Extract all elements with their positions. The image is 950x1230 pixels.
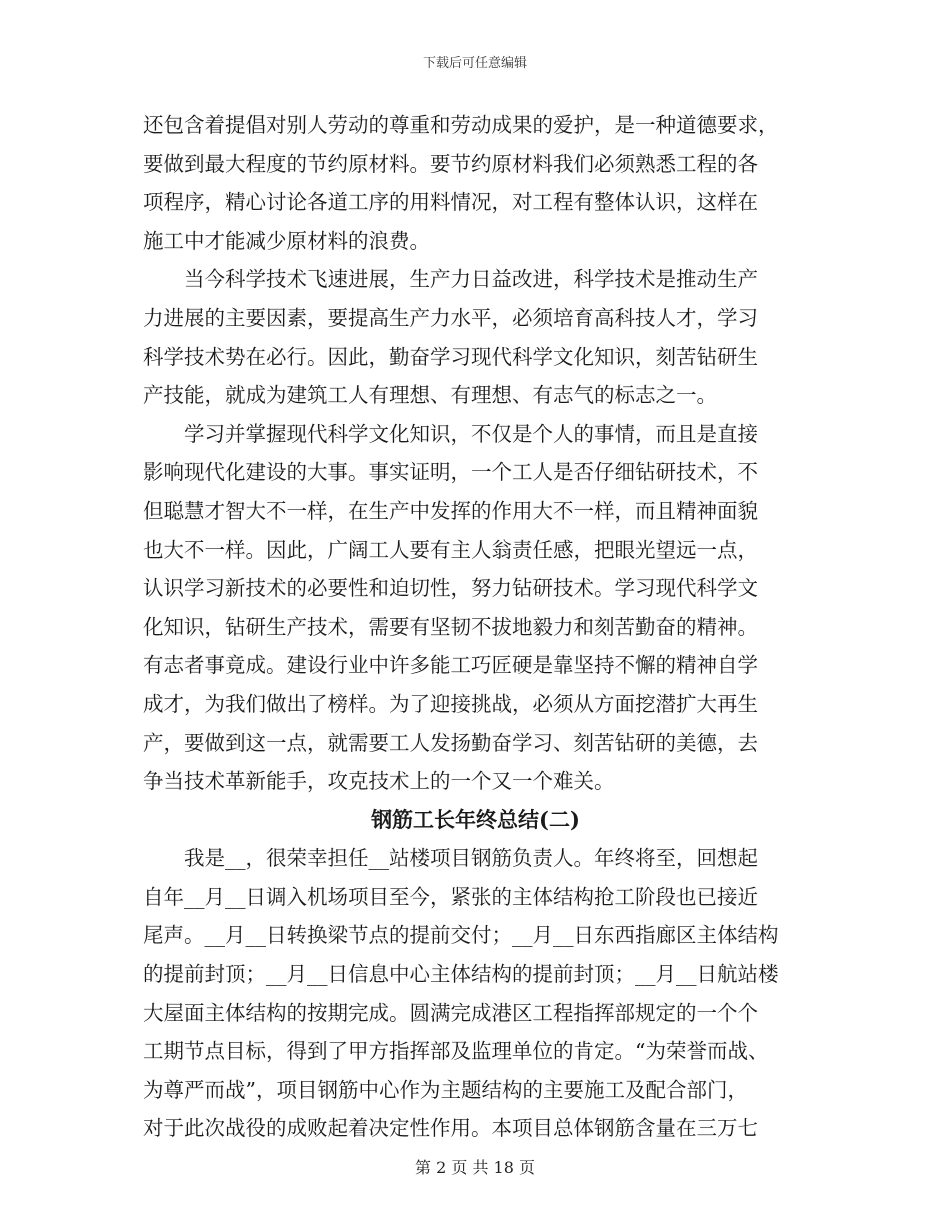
text-line: 但聪慧才智大不一样，在生产中发挥的作用大不一样，而且精神面貌 (143, 498, 758, 523)
text-line: 科学技术势在必行。因此，勤奋学习现代科学文化知识，刻苦钻研生 (143, 344, 758, 369)
text-line: 成才，为我们做出了榜样。为了迎接挑战，必须从方面挖潜扩大再生 (143, 691, 758, 716)
text-line: 化知识，钻研生产技术，需要有坚韧不拔地毅力和刻苦勤奋的精神。 (143, 614, 758, 639)
text-line: 力进展的主要因素，要提高生产力水平，必须培育高科技人才，学习 (143, 305, 758, 330)
text-line: 产，要做到这一点，就需要工人发扬勤奋学习、刻苦钻研的美德，去 (143, 730, 758, 755)
text-line: 项程序，精心讨论各道工序的用料情况，对工程有整体认识，这样在 (143, 190, 758, 215)
text-line: 认识学习新技术的必要性和迫切性，努力钻研技术。学习现代科学文 (143, 576, 758, 601)
paragraph-3 (143, 415, 808, 801)
text-line: 施工中才能减少原材料的浪费。 (143, 228, 430, 253)
text-line: 为尊严而战”，项目钢筋中心作为主题结构的主要施工及配合部门， (143, 1077, 748, 1102)
text-line: 学习并掌握现代科学文化知识，不仅是个人的事情，而且是直接 (184, 421, 758, 446)
paragraph-2 (143, 260, 808, 414)
text-line: 要做到最大程度的节约原材料。要节约原材料我们必须熟悉工程的各 (143, 151, 758, 176)
section-title: 钢筋工长年终总结(二) (371, 806, 580, 832)
text-line: 还包含着提倡对别人劳动的尊重和劳动成果的爱护，是一种道德要求， (143, 113, 779, 137)
text-line: 大屋面主体结构的按期完成。圆满完成港区工程指挥部规定的一个个 (143, 1000, 758, 1025)
text-line: 尾声。__月__日转换梁节点的提前交付；__月__日东西指廊区主体结构 (143, 923, 779, 948)
text-line: 对于此次战役的成败起着决定性作用。本项目总体钢筋含量在三万七 (143, 1116, 758, 1141)
text-line: 的提前封顶；__月__日信息中心主体结构的提前封顶；__月__日航站楼 (143, 962, 779, 987)
text-line: 争当技术革新能手，攻克技术上的一个又一个难关。 (143, 769, 615, 794)
text-line: 当今科学技术飞速进展，生产力日益改进，科学技术是推动生产 (184, 267, 758, 292)
document-body (143, 106, 808, 1148)
page-header: 下载后可任意编辑 (422, 56, 527, 71)
text-line: 影响现代化建设的大事。事实证明，一个工人是否仔细钻研技术，不 (143, 460, 758, 485)
text-line: 自年__月__日调入机场项目至今，紧张的主体结构抢工阶段也已接近 (143, 884, 758, 909)
text-line: 我是__，很荣幸担任__站楼项目钢筋负责人。年终将至，回想起 (184, 846, 758, 871)
text-line: 有志者事竟成。建设行业中许多能工巧匠硬是靠坚持不懈的精神自学 (143, 653, 758, 678)
text-line: 也大不一样。因此，广阔工人要有主人翁责任感，把眼光望远一点， (143, 537, 758, 562)
text-line: 产技能，就成为建筑工人有理想、有理想、有志气的标志之一。 (143, 383, 717, 408)
paragraph-1 (143, 106, 808, 260)
paragraph-4 (143, 839, 808, 1148)
text-line: 工期节点目标，得到了甲方指挥部及监理单位的肯定。“为荣誉而战、 (143, 1039, 769, 1064)
page-footer: 第 2 页 共 18 页 (415, 1158, 535, 1177)
